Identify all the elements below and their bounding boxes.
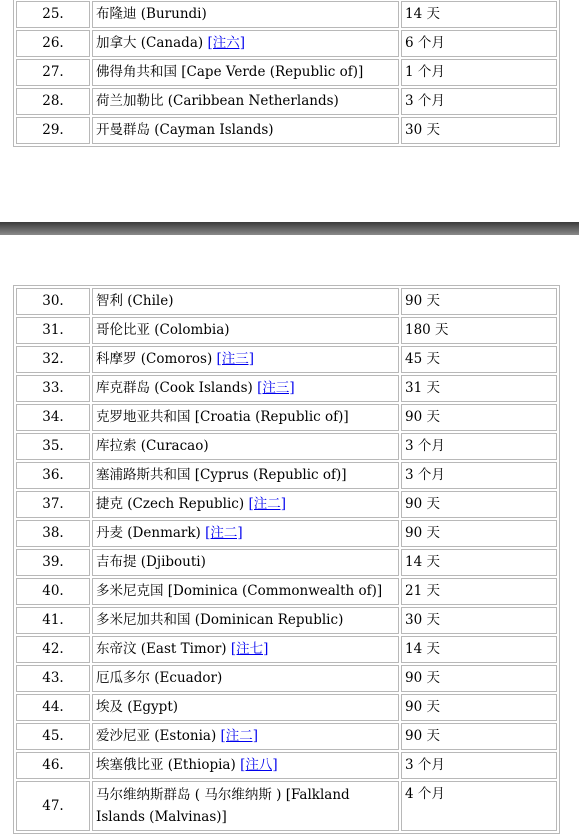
row-number: 45. — [16, 723, 90, 750]
country-cell — [92, 288, 399, 315]
row-number: 33. — [16, 375, 90, 402]
country-name: 丹麦 (Denmark) — [96, 525, 201, 541]
row-number: 42. — [16, 636, 90, 663]
row-number: 31. — [16, 317, 90, 344]
country-name: 智利 (Chile) — [96, 293, 174, 309]
duration-cell: 90 天 — [401, 404, 557, 431]
table-row — [16, 752, 557, 779]
duration-cell: 31 天 — [401, 375, 557, 402]
country-cell — [92, 752, 399, 779]
country-cell — [92, 346, 399, 373]
country-name: 多米尼加共和国 (Dominican Republic) — [96, 612, 344, 628]
country-name: 开曼群岛 (Cayman Islands) — [96, 122, 274, 138]
country-name: 科摩罗 (Comoros) — [96, 351, 213, 367]
country-cell — [92, 578, 399, 605]
visa-table-top — [13, 0, 560, 147]
table-row — [16, 288, 557, 315]
table-row — [16, 607, 557, 634]
country-name: 厄瓜多尔 (Ecuador) — [96, 670, 223, 686]
table-row — [16, 723, 557, 750]
row-number: 36. — [16, 462, 90, 489]
country-name: 库拉索 (Curacao) — [96, 438, 209, 454]
table-row — [16, 491, 557, 518]
duration-cell: 6 个月 — [401, 30, 557, 57]
duration-cell: 14 天 — [401, 636, 557, 663]
country-name: 库克群岛 (Cook Islands) — [96, 380, 253, 396]
country-name: 多米尼克国 [Dominica (Commonwealth of)] — [96, 583, 383, 599]
row-number: 40. — [16, 578, 90, 605]
duration-cell: 30 天 — [401, 607, 557, 634]
country-name: 马尔维纳斯群岛 ( 马尔维纳斯 ) [Falkland Islands (Malvinas)] — [96, 787, 350, 825]
country-name: 克罗地亚共和国 [Croatia (Republic of)] — [96, 409, 349, 425]
country-name: 佛得角共和国 [Cape Verde (Republic of)] — [96, 64, 364, 80]
country-cell — [92, 1, 399, 28]
country-cell — [92, 375, 399, 402]
row-number: 27. — [16, 59, 90, 86]
country-cell — [92, 520, 399, 547]
country-cell — [92, 694, 399, 721]
table-row — [16, 1, 557, 28]
visa-table-bottom — [13, 285, 560, 834]
row-number: 47. — [16, 781, 90, 831]
duration-cell: 3 个月 — [401, 752, 557, 779]
note-link[interactable]: [注二] — [248, 496, 286, 512]
country-cell — [92, 317, 399, 344]
table-row — [16, 317, 557, 344]
duration-cell: 14 天 — [401, 549, 557, 576]
row-number: 28. — [16, 88, 90, 115]
table-row — [16, 404, 557, 431]
table-row — [16, 433, 557, 460]
duration-cell: 21 天 — [401, 578, 557, 605]
row-number: 35. — [16, 433, 90, 460]
country-cell — [92, 636, 399, 663]
table-row — [16, 694, 557, 721]
table-row — [16, 375, 557, 402]
table-row — [16, 549, 557, 576]
duration-cell: 90 天 — [401, 491, 557, 518]
table-row — [16, 578, 557, 605]
table-row — [16, 59, 557, 86]
table-row — [16, 781, 557, 831]
row-number: 34. — [16, 404, 90, 431]
country-cell — [92, 117, 399, 144]
duration-cell: 3 个月 — [401, 462, 557, 489]
duration-cell: 3 个月 — [401, 88, 557, 115]
note-link[interactable]: [注八] — [240, 757, 278, 773]
duration-cell: 90 天 — [401, 665, 557, 692]
note-link[interactable]: [注二] — [205, 525, 243, 541]
row-number: 29. — [16, 117, 90, 144]
table-row — [16, 636, 557, 663]
row-number: 25. — [16, 1, 90, 28]
table-row — [16, 462, 557, 489]
row-number: 38. — [16, 520, 90, 547]
note-link[interactable]: [注六] — [207, 35, 245, 51]
row-number: 43. — [16, 665, 90, 692]
country-name: 吉布提 (Djibouti) — [96, 554, 206, 570]
country-cell — [92, 665, 399, 692]
duration-cell: 90 天 — [401, 288, 557, 315]
duration-cell: 3 个月 — [401, 433, 557, 460]
country-name: 荷兰加勒比 (Caribbean Netherlands) — [96, 93, 339, 109]
table-row — [16, 88, 557, 115]
country-cell — [92, 607, 399, 634]
note-link[interactable]: [注七] — [230, 641, 269, 657]
country-cell — [92, 59, 399, 86]
table-row — [16, 30, 557, 57]
table-row — [16, 520, 557, 547]
country-name: 埃及 (Egypt) — [96, 699, 179, 715]
duration-cell: 30 天 — [401, 117, 557, 144]
duration-cell: 1 个月 — [401, 59, 557, 86]
row-number: 32. — [16, 346, 90, 373]
table-row — [16, 117, 557, 144]
country-name: 布隆迪 (Burundi) — [96, 6, 207, 22]
country-cell — [92, 30, 399, 57]
country-cell — [92, 404, 399, 431]
country-name: 哥伦比亚 (Colombia) — [96, 322, 230, 338]
duration-cell: 90 天 — [401, 694, 557, 721]
country-cell — [92, 491, 399, 518]
table-row — [16, 665, 557, 692]
note-link[interactable]: [注二] — [220, 728, 259, 744]
row-number: 46. — [16, 752, 90, 779]
country-name: 埃塞俄比亚 (Ethiopia) — [96, 757, 236, 773]
duration-cell: 90 天 — [401, 723, 557, 750]
country-cell — [92, 462, 399, 489]
row-number: 39. — [16, 549, 90, 576]
row-number: 30. — [16, 288, 90, 315]
country-cell — [92, 549, 399, 576]
duration-cell: 4 个月 — [401, 781, 557, 831]
country-name: 捷克 (Czech Republic) — [96, 496, 245, 512]
page-break-divider — [0, 222, 579, 235]
row-number: 44. — [16, 694, 90, 721]
row-number: 26. — [16, 30, 90, 57]
country-name: 加拿大 (Canada) — [96, 35, 204, 51]
duration-cell: 180 天 — [401, 317, 557, 344]
country-cell — [92, 781, 399, 831]
country-name: 爱沙尼亚 (Estonia) — [96, 728, 217, 744]
note-link[interactable]: [注三] — [216, 351, 255, 367]
row-number: 37. — [16, 491, 90, 518]
country-name: 塞浦路斯共和国 [Cyprus (Republic of)] — [96, 467, 347, 483]
country-cell — [92, 723, 399, 750]
duration-cell: 45 天 — [401, 346, 557, 373]
note-link[interactable]: [注三] — [257, 380, 295, 396]
table-row — [16, 346, 557, 373]
country-name: 东帝汶 (East Timor) — [96, 641, 227, 657]
row-number: 41. — [16, 607, 90, 634]
country-cell — [92, 88, 399, 115]
duration-cell: 14 天 — [401, 1, 557, 28]
duration-cell: 90 天 — [401, 520, 557, 547]
country-cell — [92, 433, 399, 460]
